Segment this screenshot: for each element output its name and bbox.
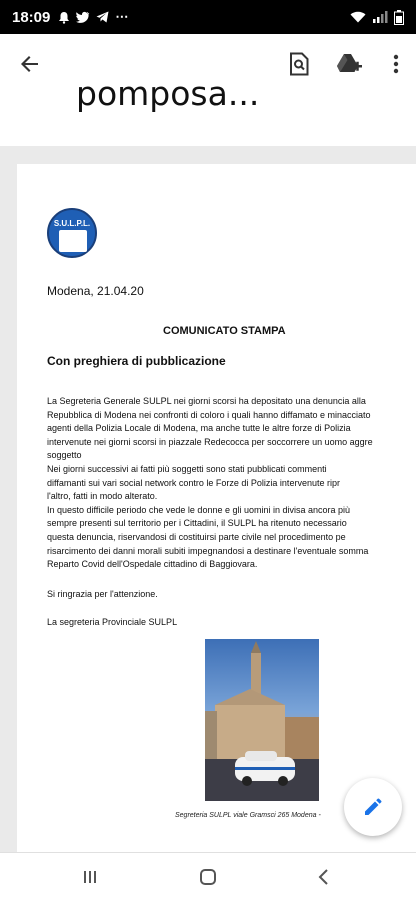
paragraph-line: agenti della Polizia Locale di Modena, ma anche tutte le altre forze di Polizia	[47, 423, 351, 434]
more-options-button[interactable]	[380, 48, 412, 80]
document-body	[47, 395, 373, 572]
system-icons	[350, 10, 404, 25]
document-page	[17, 164, 416, 852]
notification-icons	[58, 9, 129, 25]
cathedral-photo	[205, 639, 319, 801]
publication-request-heading: Con preghiera di pubblicazione	[47, 354, 226, 368]
doc-search-icon	[288, 52, 310, 76]
paragraph-line: La Segreteria Generale SULPL nei giorni scorsi ha depositato una denuncia alla	[47, 396, 366, 406]
system-navigation-bar	[0, 852, 416, 900]
signal-icon	[372, 11, 388, 23]
twitter-icon	[76, 11, 90, 23]
find-in-document-button[interactable]	[283, 48, 315, 80]
photo-illustration	[205, 639, 319, 801]
drive-add-icon	[336, 52, 362, 76]
paragraph-line: soggetto	[47, 450, 82, 461]
more-vert-icon	[393, 53, 399, 75]
pencil-icon	[362, 796, 384, 818]
date-line: Modena, 21.04.20	[47, 284, 144, 298]
paragraph-line: risarcimento dei danni morali subiti impegnandosi a destinare l'eventuale somma	[47, 545, 369, 556]
thanks-line: Si ringrazia per l'attenzione.	[47, 589, 158, 599]
signature-line: La segreteria Provinciale SULPL	[47, 617, 178, 627]
arrow-left-icon	[16, 50, 44, 78]
home-icon	[199, 868, 217, 886]
battery-icon	[394, 10, 404, 25]
edit-fab-button[interactable]	[344, 778, 402, 836]
silent-icon	[58, 11, 70, 24]
recent-apps-button[interactable]	[76, 863, 104, 891]
file-title: pomposa...	[76, 74, 260, 113]
press-release-heading: COMUNICATO STAMPA	[163, 325, 286, 337]
paragraph-line: Repubblica di Modena nei confronti di coloro i quali hanno diffamato e minacciato	[47, 409, 371, 420]
chevron-left-icon	[317, 868, 331, 886]
back-nav-button[interactable]	[310, 863, 338, 891]
status-bar	[0, 0, 416, 34]
home-button[interactable]	[194, 863, 222, 891]
telegram-icon	[96, 11, 109, 23]
sulpl-logo	[47, 208, 97, 258]
document-viewer[interactable]	[0, 146, 416, 852]
status-time: 18:09	[12, 8, 51, 26]
paragraph-line: intervenute nei giorni scorsi in piazzale Redecocca per soccorrere un uomo aggre	[47, 436, 373, 447]
wifi-icon	[350, 11, 366, 23]
paragraph-line: diffamanti sui vari social network contro le Forze di Polizia intervenute ripr	[47, 477, 340, 488]
logo-emblem	[59, 230, 87, 252]
paragraph-line: In questo difficile periodo che vede le donne e gli uomini in divisa ancora più	[47, 504, 351, 515]
paragraph-line: l'altro, fatti in modo alterato.	[47, 491, 158, 502]
back-button[interactable]	[16, 50, 44, 78]
logo-text: S.U.L.P.L.	[53, 219, 91, 228]
photo-caption: Segreteria SULPL viale Gramsci 265 Modena -	[175, 812, 321, 819]
paragraph-line: Reparto Covid dell'Ospedale cittadino di Baggiovara.	[47, 559, 258, 570]
paragraph-line: sempre presenti sul territorio per i Cittadini, il SULPL ha ritenuto necessario	[47, 518, 347, 529]
paragraph-line: Nei giorni successivi ai fatti più soggetti sono stati pubblicati commenti	[47, 463, 327, 474]
more-dots-icon: ⋯	[115, 9, 130, 24]
app-bar	[0, 34, 416, 146]
recents-icon	[82, 869, 98, 885]
paragraph-line: questa denuncia, riservandosi di costituirsi parte civile nel procedimento pe	[47, 531, 346, 542]
add-to-drive-button[interactable]	[333, 48, 365, 80]
